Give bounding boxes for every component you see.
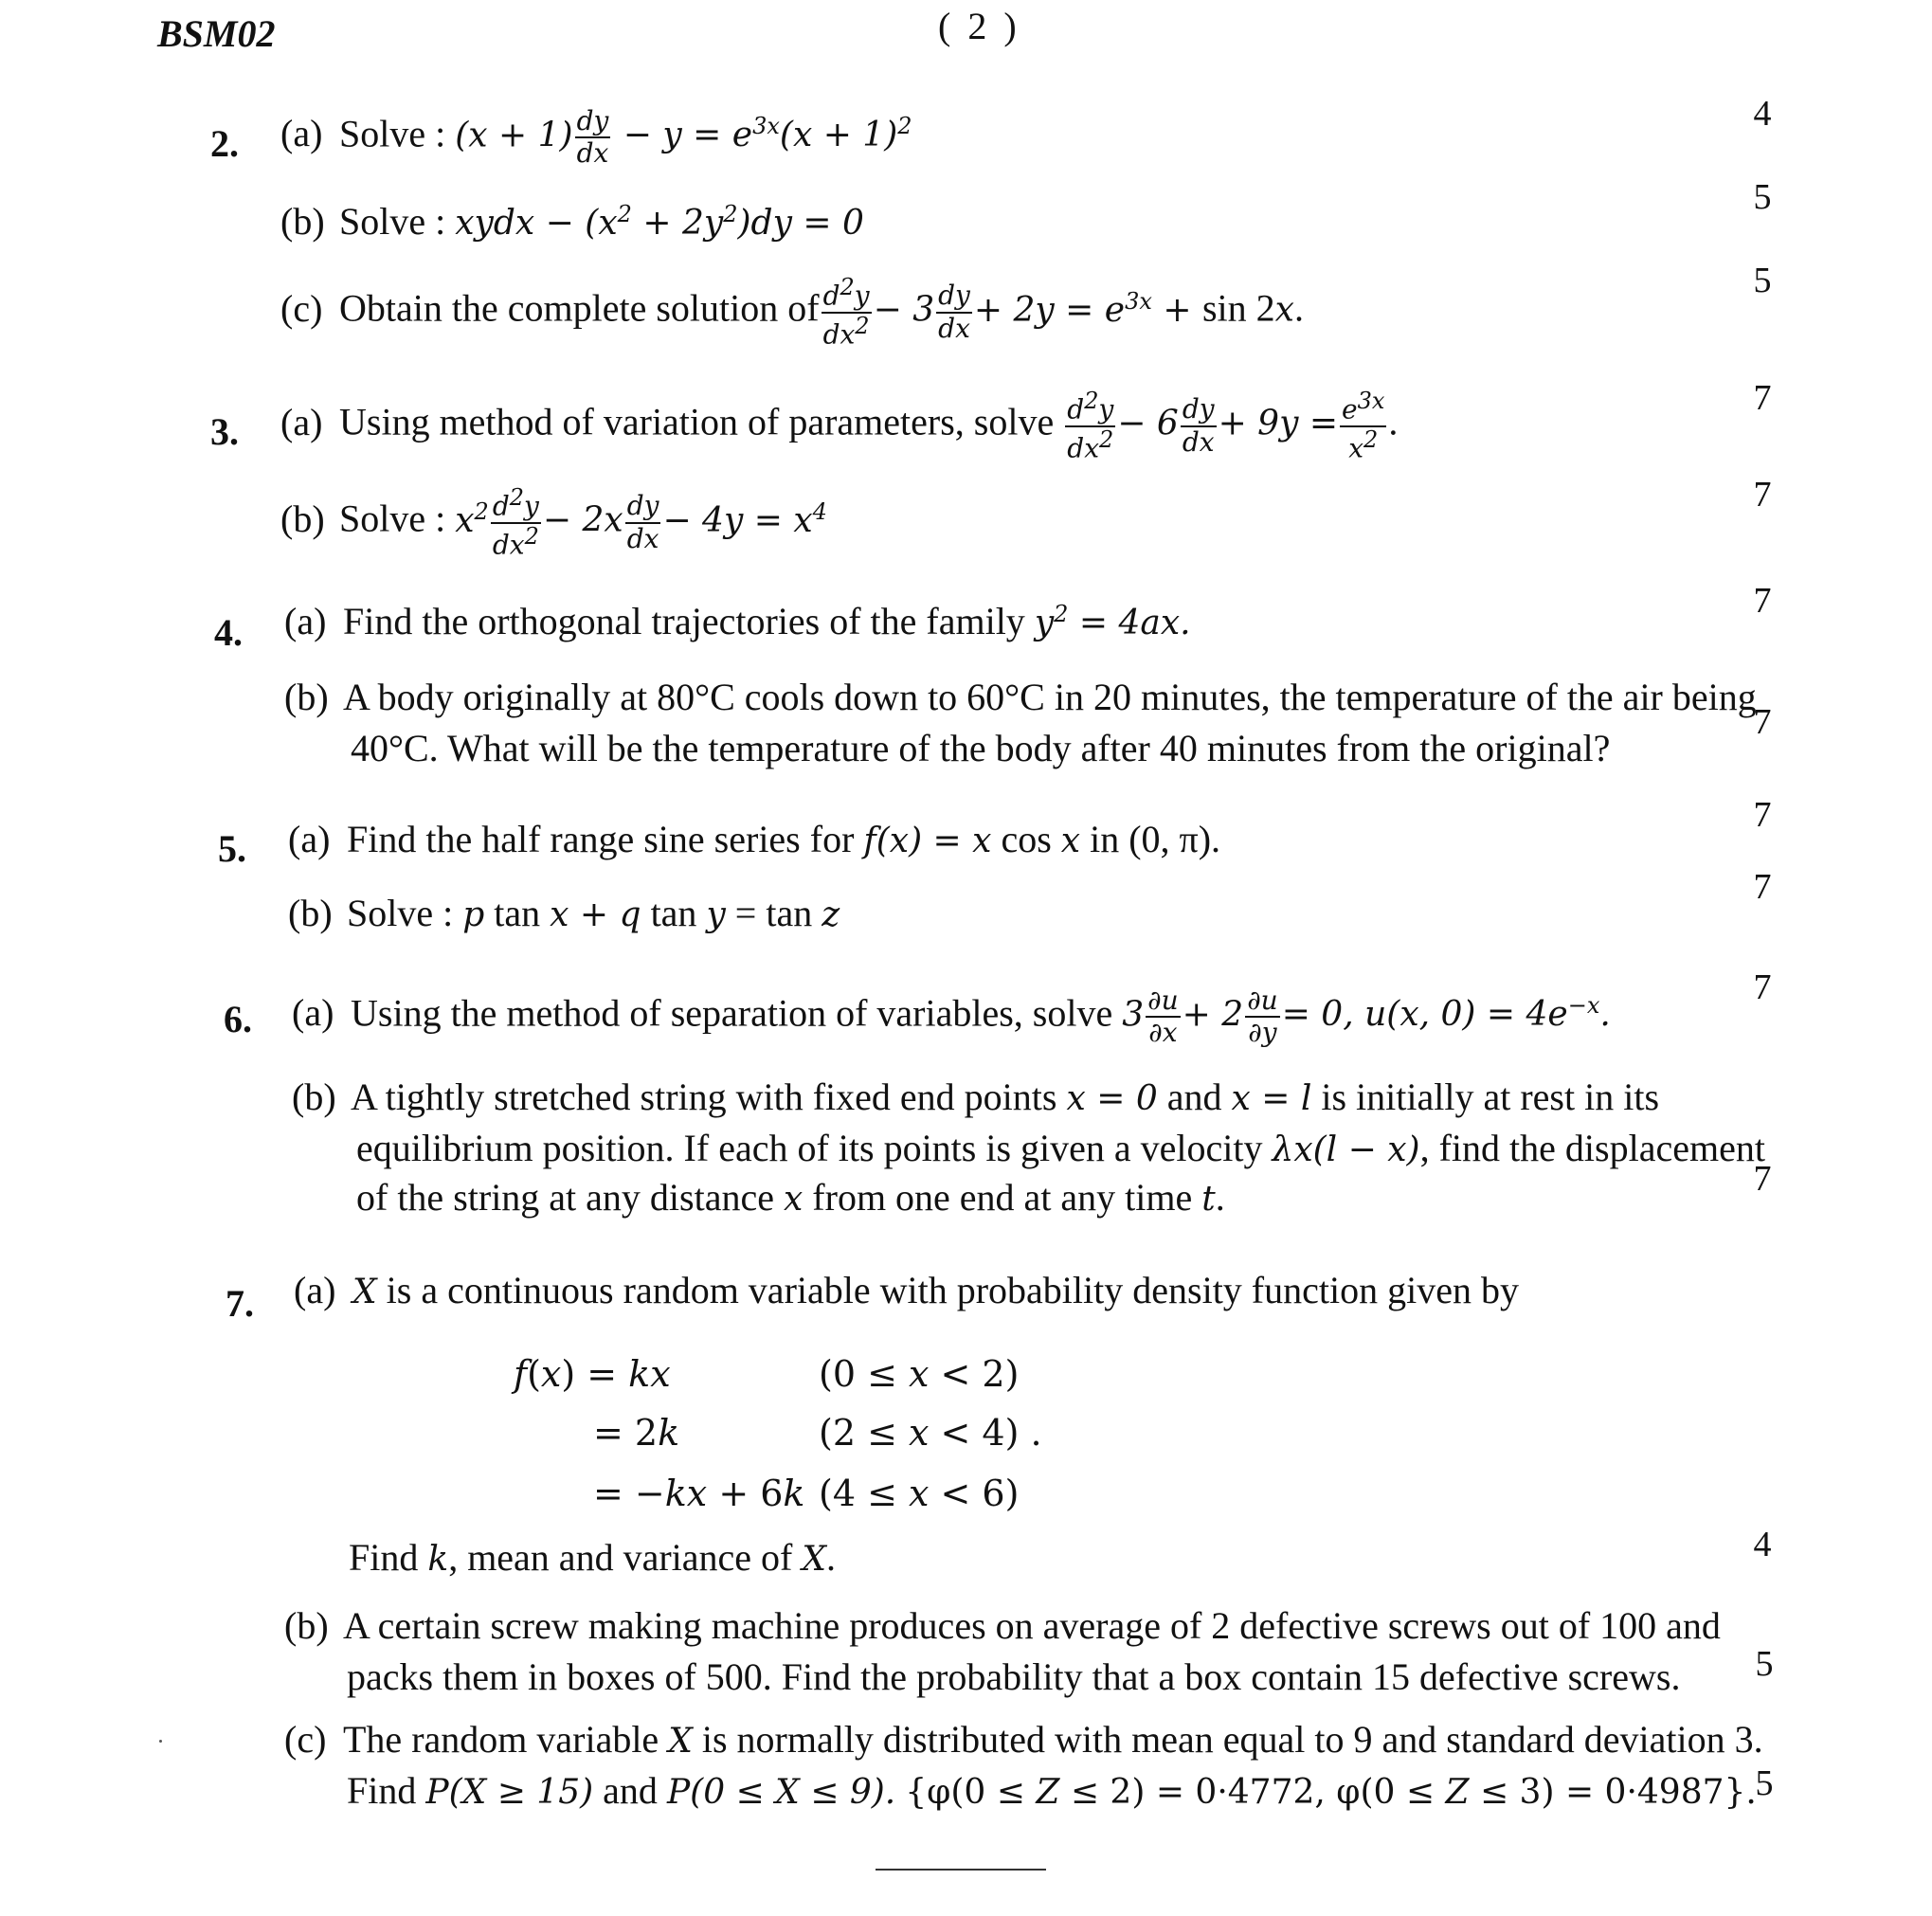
question-5a: (a) Find the half range sine series for f(x) = x cos x in (0, π). bbox=[288, 818, 1221, 860]
marks: 5 bbox=[1755, 1763, 1774, 1803]
marks: 4 bbox=[1753, 94, 1772, 134]
marks: 7 bbox=[1753, 581, 1772, 621]
question-text-continued: equilibrium position. If each of its points is given a velocity λx(l − x), find the displacement bbox=[356, 1127, 1765, 1169]
question-3b: (b) Solve : $x^2$ $\frac{d^2y}{dx^2}$ − 2x $\frac{dy}{dx}$ − $4y = x^4$ bbox=[280, 484, 827, 560]
question-text: equilibrium position. If each of its points is given a velocity bbox=[356, 1127, 1263, 1169]
question-number: 2. bbox=[210, 122, 239, 165]
part-label: (c) bbox=[280, 286, 323, 330]
part-label: (a) bbox=[284, 600, 327, 642]
part-label: (a) bbox=[292, 991, 334, 1035]
question-2b: (b) Solve : xydx − $(x^2 + 2y^2)dy = 0$ bbox=[280, 200, 864, 243]
question-text: Find bbox=[349, 1536, 419, 1579]
question-text-continued: Find P(X ≥ 15) and P(0 ≤ X ≤ 9). {φ(0 ≤ Z ≤ 2) = 0·4772, φ(0 ≤ Z ≤ 3) = 0·4987}. bbox=[347, 1769, 1757, 1812]
question-text: of the string at any distance bbox=[356, 1176, 774, 1219]
question-text-continued: 40°C. What will be the temperature of the body after 40 minutes from the original? bbox=[351, 727, 1611, 769]
solve-word: Solve : bbox=[339, 497, 446, 540]
question-number: 7. bbox=[226, 1282, 254, 1325]
question-6a: (a) Using the method of separation of variables, solve 3 $\frac{\partial u}{\partial x}$ + 2 $\frac{\partial u}{\partial y}$ = 0, u(x, $0) = 4e^{-x}$. bbox=[292, 985, 1611, 1049]
part-label: (a) bbox=[288, 818, 331, 860]
question-text: The random variable bbox=[343, 1718, 659, 1761]
question-7a: (a) X is a continuous random variable with probability density function given by bbox=[294, 1269, 1519, 1311]
question-2a: (a) Solve : (x + 1) $\frac{dy}{dx}$ − $y = e^{3x}(x + 1)^2$ bbox=[280, 105, 912, 170]
marks: 5 bbox=[1755, 1644, 1774, 1684]
question-text: A tightly stretched string with fixed end points bbox=[351, 1075, 1057, 1118]
part-label: (b) bbox=[284, 1604, 329, 1647]
scan-speck bbox=[159, 1740, 162, 1743]
question-text: is a continuous random variable with probability density function given by bbox=[386, 1269, 1519, 1311]
marks: 7 bbox=[1753, 1159, 1772, 1199]
question-text: Find the orthogonal trajectories of the family bbox=[343, 600, 1025, 642]
marks: 7 bbox=[1753, 795, 1772, 835]
part-label: (b) bbox=[280, 200, 325, 243]
page-number: ( 2 ) bbox=[938, 5, 1020, 47]
part-label: (a) bbox=[280, 112, 323, 155]
pdf-definition: = 2k bbox=[593, 1412, 680, 1454]
marks: 7 bbox=[1753, 378, 1772, 418]
question-text: Obtain the complete solution of bbox=[339, 286, 820, 330]
question-text: Using the method of separation of variables, solve bbox=[351, 991, 1113, 1035]
end-rule bbox=[876, 1869, 1046, 1871]
solve-word: Solve : bbox=[339, 200, 446, 243]
question-7b bbox=[284, 1603, 1721, 1649]
question-4b bbox=[284, 675, 1757, 720]
question-text: from one end at any time bbox=[812, 1176, 1193, 1219]
pdf-definition: f(x) = kx bbox=[514, 1353, 671, 1395]
question-3a: (a) Using method of variation of parameters, solve $\frac{d^2y}{dx^2}$ − 6 $\frac{dy}{dx}$ + 9y = $\frac{e^{3x}}{x^2}$ . bbox=[280, 388, 1399, 463]
question-text: Using method of variation of parameters, solve bbox=[339, 400, 1055, 443]
question-5b: (b) Solve : p tan x + q tan y = tan z bbox=[288, 892, 840, 934]
question-number: 5. bbox=[218, 827, 246, 870]
part-label: (a) bbox=[294, 1269, 336, 1311]
question-text: A body originally at 80°C cools down to 60°C in 20 minutes, the temperature of the air being bbox=[343, 676, 1757, 718]
question-number: 6. bbox=[224, 998, 252, 1040]
question-4a: (a) Find the orthogonal trajectories of the family $y^2 = 4ax$. bbox=[284, 600, 1191, 642]
question-text: Find the half range sine series for bbox=[347, 818, 855, 860]
marks: 7 bbox=[1753, 475, 1772, 515]
part-label: (b) bbox=[280, 497, 325, 540]
pdf-interval: (4 ≤ x < 6) bbox=[819, 1473, 1020, 1514]
question-text: Find bbox=[347, 1769, 417, 1812]
marks: 7 bbox=[1753, 967, 1772, 1007]
part-label: (a) bbox=[280, 400, 323, 443]
pdf-interval: (0 ≤ x < 2) bbox=[819, 1353, 1020, 1395]
pdf-interval: (2 ≤ x < 4) . bbox=[819, 1412, 1042, 1454]
marks: 5 bbox=[1753, 261, 1772, 300]
marks: 7 bbox=[1753, 867, 1772, 907]
question-text: A certain screw making machine produces on average of 2 defective screws out of 100 and bbox=[343, 1604, 1721, 1647]
question-text: , find the displacement bbox=[1419, 1127, 1765, 1169]
question-7c: (c) The random variable X is normally distributed with mean equal to 9 and standard deviation 3. bbox=[284, 1718, 1763, 1761]
marks: 4 bbox=[1753, 1525, 1772, 1564]
paper-code: BSM02 bbox=[157, 12, 276, 55]
question-text: , mean and variance of bbox=[448, 1536, 793, 1579]
question-text: and bbox=[603, 1769, 658, 1812]
part-label: (b) bbox=[284, 676, 329, 718]
question-text: is initially at rest in its bbox=[1321, 1075, 1660, 1118]
question-text-continued: of the string at any distance x from one end at any time t. bbox=[356, 1176, 1225, 1219]
part-label: (c) bbox=[284, 1718, 327, 1761]
question-number: 4. bbox=[214, 611, 243, 654]
pdf-definition: = −kx + 6k bbox=[593, 1473, 805, 1514]
marks: 7 bbox=[1753, 702, 1772, 742]
solve-word: Solve : bbox=[339, 112, 446, 155]
question-number: 3. bbox=[210, 410, 239, 453]
question-2c: (c) Obtain the complete solution of $\frac{d^2y}{dx^2}$ − 3 $\frac{dy}{dx}$ + $2y = e^{3x} + \sin 2x$. bbox=[280, 274, 1304, 350]
solve-word: Solve : bbox=[347, 892, 454, 934]
question-6b: (b) A tightly stretched string with fixed end points x = 0 and x = l is initially at rest in its bbox=[292, 1075, 1660, 1118]
question-text: is normally distributed with mean equal to 9 and standard deviation 3. bbox=[701, 1718, 1763, 1761]
part-label: (b) bbox=[292, 1075, 336, 1118]
question-text-continued: packs them in boxes of 500. Find the probability that a box contain 15 defective screws. bbox=[347, 1655, 1681, 1698]
part-label: (b) bbox=[288, 892, 333, 934]
marks: 5 bbox=[1753, 177, 1772, 217]
question-7a-find: Find k, mean and variance of X. bbox=[349, 1536, 836, 1579]
